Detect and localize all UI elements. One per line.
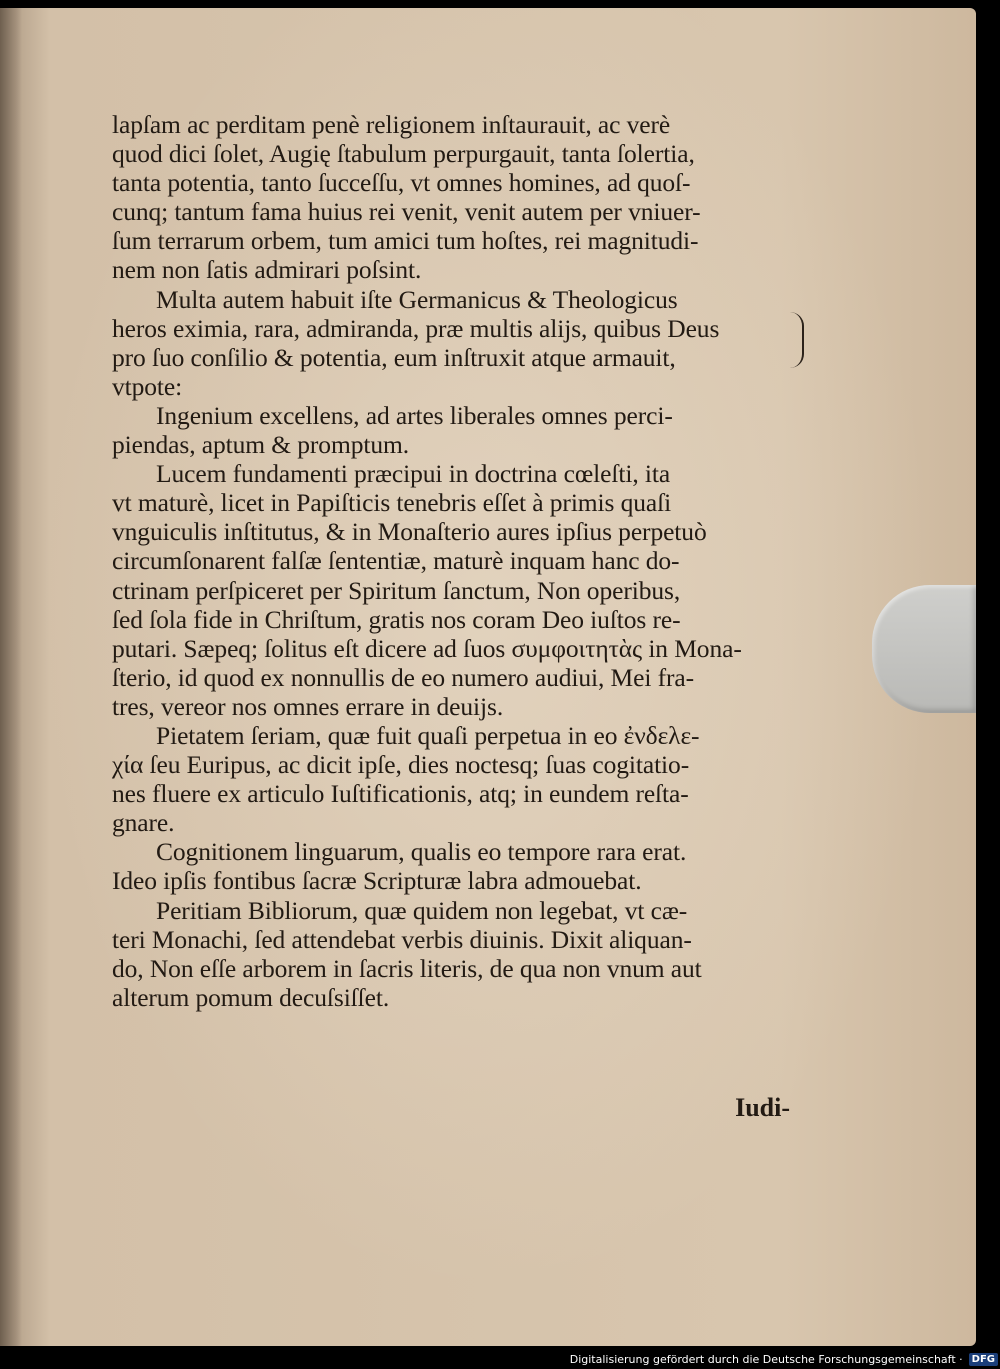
- text-line: putari. Sæpeq; ſolitus eſt dicere ad ſuos συμφοιτητὰς in Mona-: [112, 633, 742, 663]
- footer-bar: [570, 1349, 1000, 1369]
- text-line: do, Non eſſe arborem in ſacris literis, de qua non vnum aut: [112, 953, 702, 983]
- text-line: ſterio, id quod ex nonnullis de eo numero audiui, Mei fra-: [112, 662, 694, 692]
- text-line: cunq; tantum fama huius rei venit, venit autem per vniuer-: [112, 197, 701, 227]
- text-line: teri Monachi, ſed attendebat verbis diuinis. Dixit aliquan-: [112, 924, 692, 954]
- text-line: ſed ſola fide in Chriſtum, gratis nos coram Deo iuſtos re-: [112, 604, 681, 634]
- text-line: Ideo ipſis fontibus ſacræ Scripturæ labra admouebat.: [112, 866, 642, 896]
- text-line: χία ſeu Euripus, ac dicit ipſe, dies noctesq; ſuas cogitatio-: [112, 750, 690, 780]
- text-line: ctrinam perſpiceret per Spiritum ſanctum, Non operibus,: [112, 575, 681, 605]
- text-line: nes fluere ex articulo Iuſtificationis, atq; in eundem reſta-: [112, 779, 689, 809]
- page-text-block: [112, 110, 792, 1012]
- text-line: Peritiam Bibliorum, quæ quidem non legebat, vt cæ-: [156, 895, 688, 925]
- dfg-logo-icon: DFG: [969, 1353, 998, 1366]
- text-line: piendas, aptum & promptum.: [112, 430, 409, 460]
- text-line: gnare.: [112, 808, 175, 838]
- text-line: vnguiculis inſtitutus, & in Monaſterio aures ipſius perpetuò: [112, 517, 707, 547]
- text-line: lapſam ac perditam penè religionem inſtaurauit, ac verè: [112, 110, 671, 139]
- margin-bracket-mark: [784, 312, 804, 368]
- text-line: Cognitionem linguarum, qualis eo tempore rara erat.: [156, 837, 687, 867]
- text-line: nem non ſatis admirari poſsint.: [112, 255, 422, 285]
- text-line: Ingenium excellens, ad artes liberales omnes perci-: [156, 400, 673, 430]
- text-line: pro ſuo conſilio & potentia, eum inſtruxit atque armauit,: [112, 342, 676, 372]
- text-line: heros eximia, rara, admiranda, præ multis alijs, quibus Deus: [112, 313, 720, 343]
- text-line: tanta potentia, tanto ſucceſſu, vt omnes homines, ad quoſ-: [112, 168, 691, 198]
- page-marker-tab: [872, 585, 976, 713]
- text-line: circumſonarent falſæ ſententiæ, maturè inquam hanc do-: [112, 546, 680, 576]
- text-line: Multa autem habuit iſte Germanicus & Theologicus: [156, 284, 678, 314]
- footer-credit: Digitalisierung gefördert durch die Deutsche Forschungsgemeinschaft ·: [569, 1352, 963, 1366]
- text-line: Pietatem ſeriam, quæ fuit quaſi perpetua in eo ἐνδελε-: [156, 720, 700, 750]
- text-line: ſum terrarum orbem, tum amici tum hoſtes, rei magnitudi-: [112, 226, 699, 256]
- text-line: quod dici ſolet, Augię ſtabulum perpurgauit, tanta ſolertia,: [112, 139, 695, 169]
- page-spine-shadow: [0, 8, 22, 1346]
- text-line: alterum pomum decuſsiſſet.: [112, 982, 390, 1012]
- text-line: tres, vereor nos omnes errare in deuijs.: [112, 691, 504, 721]
- text-line: vtpote:: [112, 371, 183, 401]
- text-line: Lucem fundamenti præcipui in doctrina cœleſti, ita: [156, 459, 671, 489]
- text-line: vt maturè, licet in Papiſticis tenebris eſſet à primis quaſi: [112, 488, 672, 518]
- catchword: Iudi-: [735, 1093, 790, 1122]
